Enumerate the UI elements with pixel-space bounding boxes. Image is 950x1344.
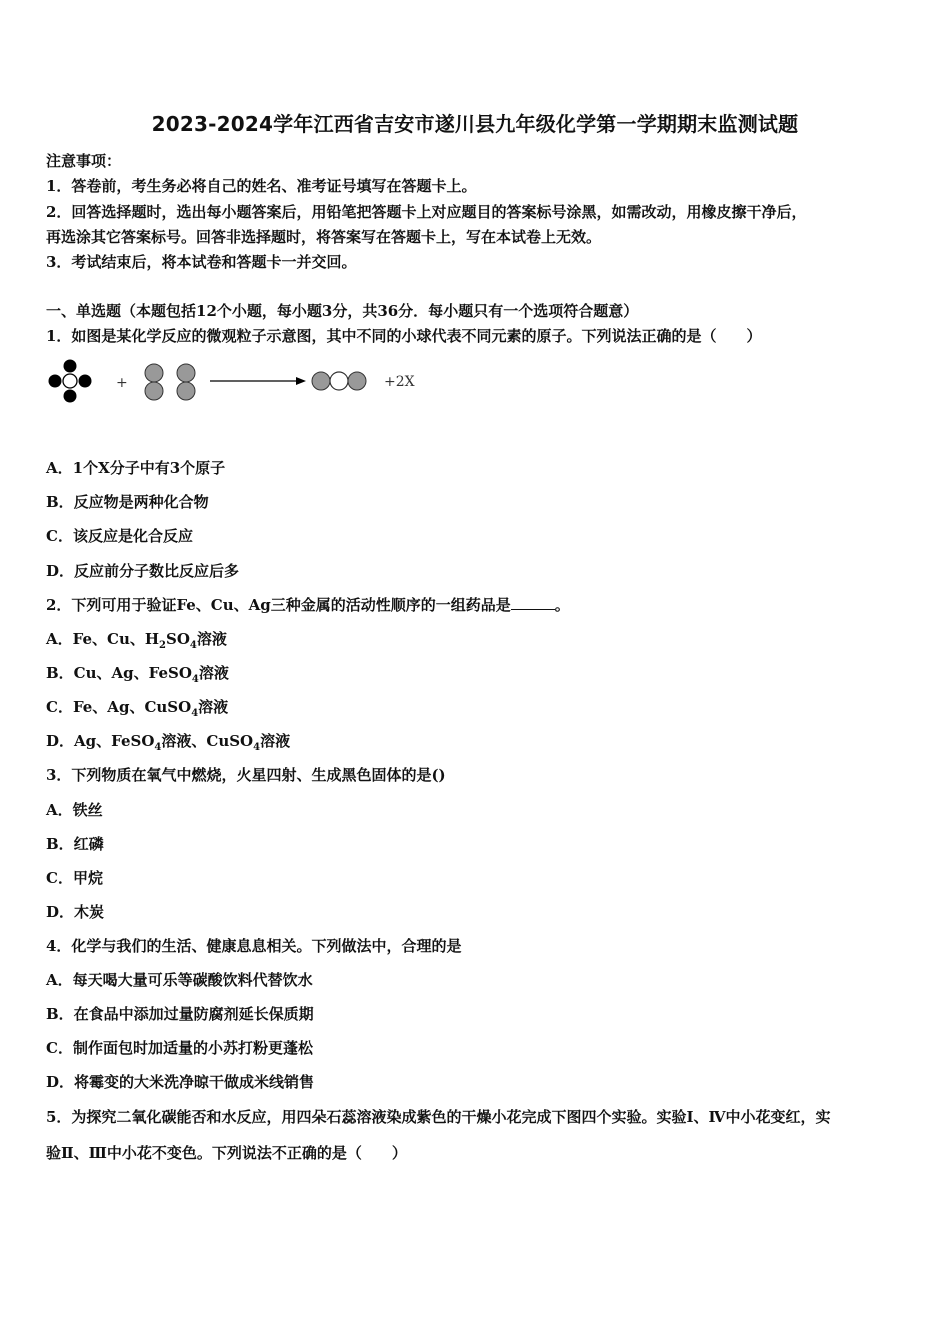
question-1-stem: 1．如图是某化学反应的微观粒子示意图，其中不同的小球代表不同元素的原子。下列说法正确的是（ ） <box>46 327 762 345</box>
q2-stem-text: 2．下列可用于验证Fe、Cu、Ag三种金属的活动性顺序的一组药品是 <box>46 596 511 614</box>
q2b-sub: 4 <box>191 674 199 685</box>
q4-option-a: A．每天喝大量可乐等碳酸饮料代替饮水 <box>46 971 313 989</box>
q2-option-d <box>46 731 916 758</box>
reaction-diagram <box>44 356 424 408</box>
q1-option-d: D．反应前分子数比反应后多 <box>46 562 240 580</box>
q4-option-d: D．将霉变的大米洗净晾干做成米线销售 <box>46 1073 315 1091</box>
answer-blank <box>511 595 555 610</box>
q2d-text: 溶液 <box>260 732 291 750</box>
q2a-sub: 4 <box>189 640 197 651</box>
notice-heading: 注意事项： <box>46 152 122 170</box>
q2c-sub: 4 <box>191 708 199 719</box>
q2d-sub: 4 <box>253 742 261 753</box>
q2d-text: 溶液、CuSO <box>161 732 254 750</box>
q2d-sub: 4 <box>154 742 162 753</box>
notice-item: 再选涂其它答案标号。回答非选择题时，将答案写在答题卡上，写在本试卷上无效。 <box>46 228 602 246</box>
q1-option-b: B．反应物是两种化合物 <box>46 493 209 511</box>
q2d-text: D．Ag、FeSO <box>46 732 155 750</box>
question-4-stem: 4．化学与我们的生活、健康息息相关。下列做法中，合理的是 <box>46 937 462 955</box>
q2-stem-end: 。 <box>554 596 570 614</box>
question-5-stem: 5．为探究二氧化碳能否和水反应，用四朵石蕊溶液染成紫色的干燥小花完成下图四个实验。实验Ⅰ、Ⅳ中小花变红，实 <box>46 1108 831 1126</box>
q2-option-a <box>46 629 916 656</box>
diagram-plus: + <box>116 375 128 391</box>
q2b-text: B．Cu、Ag、FeSO <box>46 664 192 682</box>
notice-item: 2．回答选择题时，选出每小题答案后，用铅笔把答题卡上对应题目的答案标号涂黑，如需改动，用橡皮擦干净后， <box>46 203 807 221</box>
q2b-text: 溶液 <box>198 664 229 682</box>
q3-option-c: C．甲烷 <box>46 869 103 887</box>
question-3-stem: 3．下列物质在氧气中燃烧，火星四射、生成黑色固体的是() <box>46 766 446 784</box>
q2a-text: SO <box>166 630 190 648</box>
q2a-sub: 2 <box>159 640 166 651</box>
notice-item: 1．答卷前，考生务必将自己的姓名、准考证号填写在答题卡上。 <box>46 177 477 195</box>
section-heading: 一、单选题（本题包括12个小题，每小题3分，共36分．每小题只有一个选项符合题意） <box>46 302 639 320</box>
q4-option-c: C．制作面包时加适量的小苏打粉更蓬松 <box>46 1039 313 1057</box>
q1-option-c: C．该反应是化合反应 <box>46 527 193 545</box>
q2a-text: 溶液 <box>196 630 227 648</box>
q2-option-b <box>46 663 916 690</box>
question-5-stem-cont: 验Ⅱ、Ⅲ中小花不变色。下列说法不正确的是（ ） <box>46 1144 407 1162</box>
reaction-diagram-svg <box>44 356 424 408</box>
q1-option-a: A．1个X分子中有3个原子 <box>46 459 226 477</box>
q3-option-b: B．红磷 <box>46 835 104 853</box>
product-molecule <box>312 372 366 390</box>
notice-item: 3．考试结束后，将本试卷和答题卡一并交回。 <box>46 253 357 271</box>
page-title: 2023-2024学年江西省吉安市遂川县九年级化学第一学期期末监测试题 <box>151 112 799 136</box>
q2a-text: A．Fe、Cu、H <box>46 630 160 648</box>
q3-option-d: D．木炭 <box>46 903 105 921</box>
q2-option-c <box>46 697 916 724</box>
diagram-product-label: +2X <box>384 374 415 390</box>
reaction-arrow <box>210 377 306 385</box>
q4-option-b: B．在食品中添加过量防腐剂延长保质期 <box>46 1005 314 1023</box>
reactant-molecule-1 <box>49 360 92 403</box>
q2c-text: 溶液 <box>198 698 229 716</box>
q2c-text: C．Fe、Ag、CuSO <box>46 698 192 716</box>
q3-option-a: A．铁丝 <box>46 801 103 819</box>
question-2-stem <box>46 595 916 615</box>
reactant-molecule-2 <box>145 364 195 400</box>
